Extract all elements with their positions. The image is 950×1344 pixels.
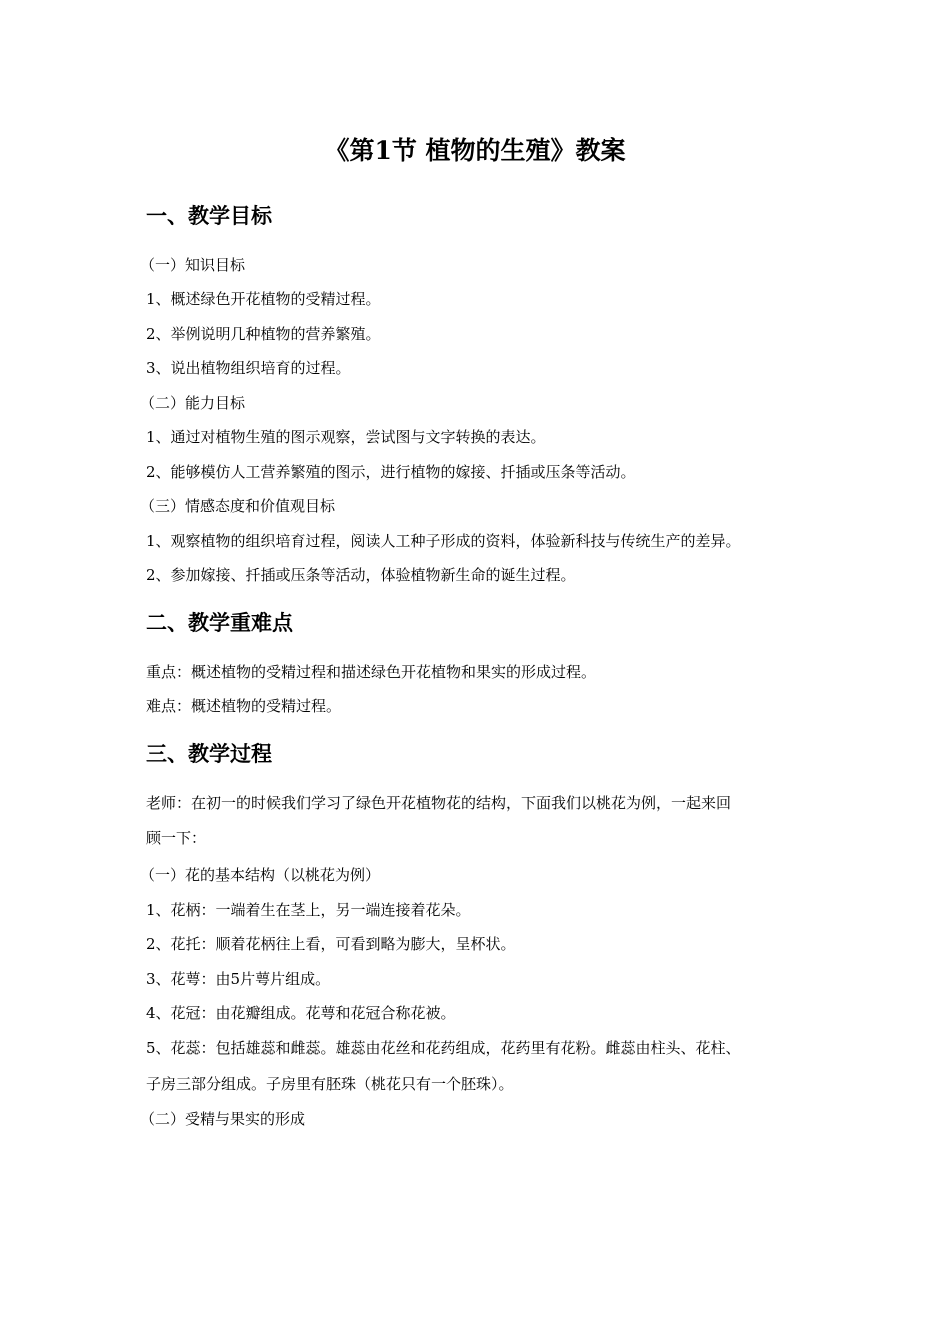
structure-item: 2、花托：顺着花柄往上看，可看到略为膨大，呈杯状。	[146, 935, 516, 953]
structure-item: 1、花柄：一端着生在茎上，另一端连接着花朵。	[146, 901, 471, 919]
ability-item: 2、能够模仿人工营养繁殖的图示，进行植物的嫁接、扦插或压条等活动。	[146, 463, 636, 481]
structure-item: 4、花冠：由花瓣组成。花萼和花冠合称花被。	[146, 1004, 456, 1022]
knowledge-item: 2、举例说明几种植物的营养繁殖。	[146, 325, 381, 343]
knowledge-objectives-label: （一）知识目标	[140, 256, 246, 274]
emotion-item: 1、观察植物的组织培育过程，阅读人工种子形成的资料，体验新科技与传统生产的差异。	[146, 532, 741, 550]
section-heading-objectives: 一、教学目标	[146, 203, 272, 228]
ability-item: 1、通过对植物生殖的图示观察，尝试图与文字转换的表达。	[146, 428, 546, 446]
structure-item: 子房三部分组成。子房里有胚珠（桃花只有一个胚珠）。	[146, 1075, 514, 1093]
section-heading-process: 三、教学过程	[146, 741, 272, 766]
intro-text-line: 老师：在初一的时候我们学习了绿色开花植物花的结构，下面我们以桃花为例，一起来回	[146, 794, 732, 812]
intro-text-line: 顾一下：	[146, 829, 207, 847]
document-title: 《第1节 植物的生殖》教案	[324, 136, 626, 165]
flower-structure-label: （一）花的基本结构（以桃花为例）	[140, 866, 381, 884]
key-point: 重点：概述植物的受精过程和描述绿色开花植物和果实的形成过程。	[146, 663, 597, 681]
ability-objectives-label: （二）能力目标	[140, 394, 246, 412]
structure-item: 3、花萼：由5片萼片组成。	[146, 970, 331, 988]
structure-item: 5、花蕊：包括雄蕊和雌蕊。雄蕊由花丝和花药组成，花药里有花粉。雌蕊由柱头、花柱、	[146, 1039, 741, 1057]
emotion-objectives-label: （三）情感态度和价值观目标	[140, 497, 336, 515]
section-heading-key-points: 二、教学重难点	[146, 610, 293, 635]
emotion-item: 2、参加嫁接、扦插或压条等活动，体验植物新生命的诞生过程。	[146, 566, 576, 584]
fertilization-label: （二）受精与果实的形成	[140, 1110, 306, 1128]
knowledge-item: 3、说出植物组织培育的过程。	[146, 359, 351, 377]
difficult-point: 难点：概述植物的受精过程。	[146, 697, 342, 715]
knowledge-item: 1、概述绿色开花植物的受精过程。	[146, 290, 381, 308]
